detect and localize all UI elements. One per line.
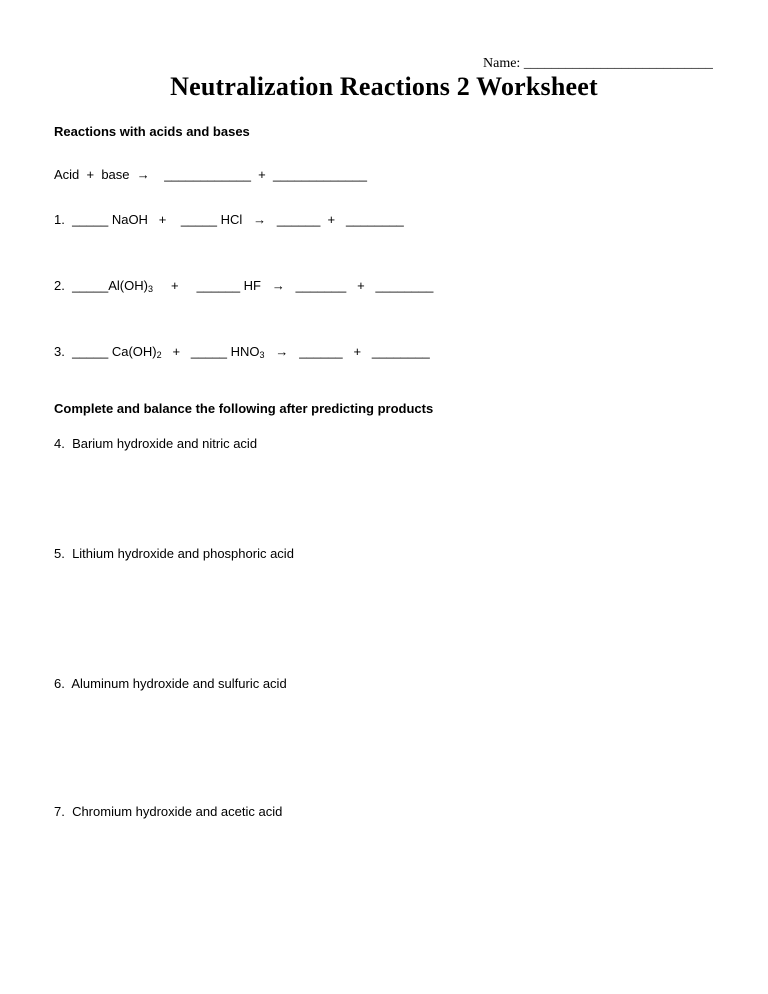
problem-7: 7. Chromium hydroxide and acetic acid <box>54 804 283 819</box>
problem-4: 4. Barium hydroxide and nitric acid <box>54 436 258 451</box>
problem-3-subscript-1: 2 <box>156 350 162 360</box>
problem-3-subscript-2: 3 <box>259 350 265 360</box>
problem-3-pre: 3. _____ Ca(OH) <box>54 344 157 359</box>
problem-3 <box>54 344 430 363</box>
page-title: Neutralization Reactions 2 Worksheet <box>170 72 598 101</box>
problem-3-mid: + _____ HNO <box>161 344 260 359</box>
problem-1: 1. _____ NaOH + _____ HCl → ______ + ________ <box>54 212 404 227</box>
name-field-label: Name: ___________________________ <box>483 56 713 71</box>
section-heading-reactions: Reactions with acids and bases <box>54 124 250 139</box>
problem-6: 6. Aluminum hydroxide and sulfuric acid <box>54 676 287 691</box>
problem-2-pre: 2. _____Al(OH) <box>54 278 148 293</box>
problem-3-post: → ______ + ________ <box>264 344 430 359</box>
problem-2-post: + ______ HF → _______ + ________ <box>152 278 434 293</box>
section-heading-complete-balance: Complete and balance the following after predicting products <box>54 401 434 416</box>
problem-5: 5. Lithium hydroxide and phosphoric acid <box>54 546 294 561</box>
general-equation: Acid + base → ____________ + _____________ <box>54 167 367 182</box>
problem-2-subscript: 3 <box>147 284 153 294</box>
problem-2 <box>54 278 433 297</box>
